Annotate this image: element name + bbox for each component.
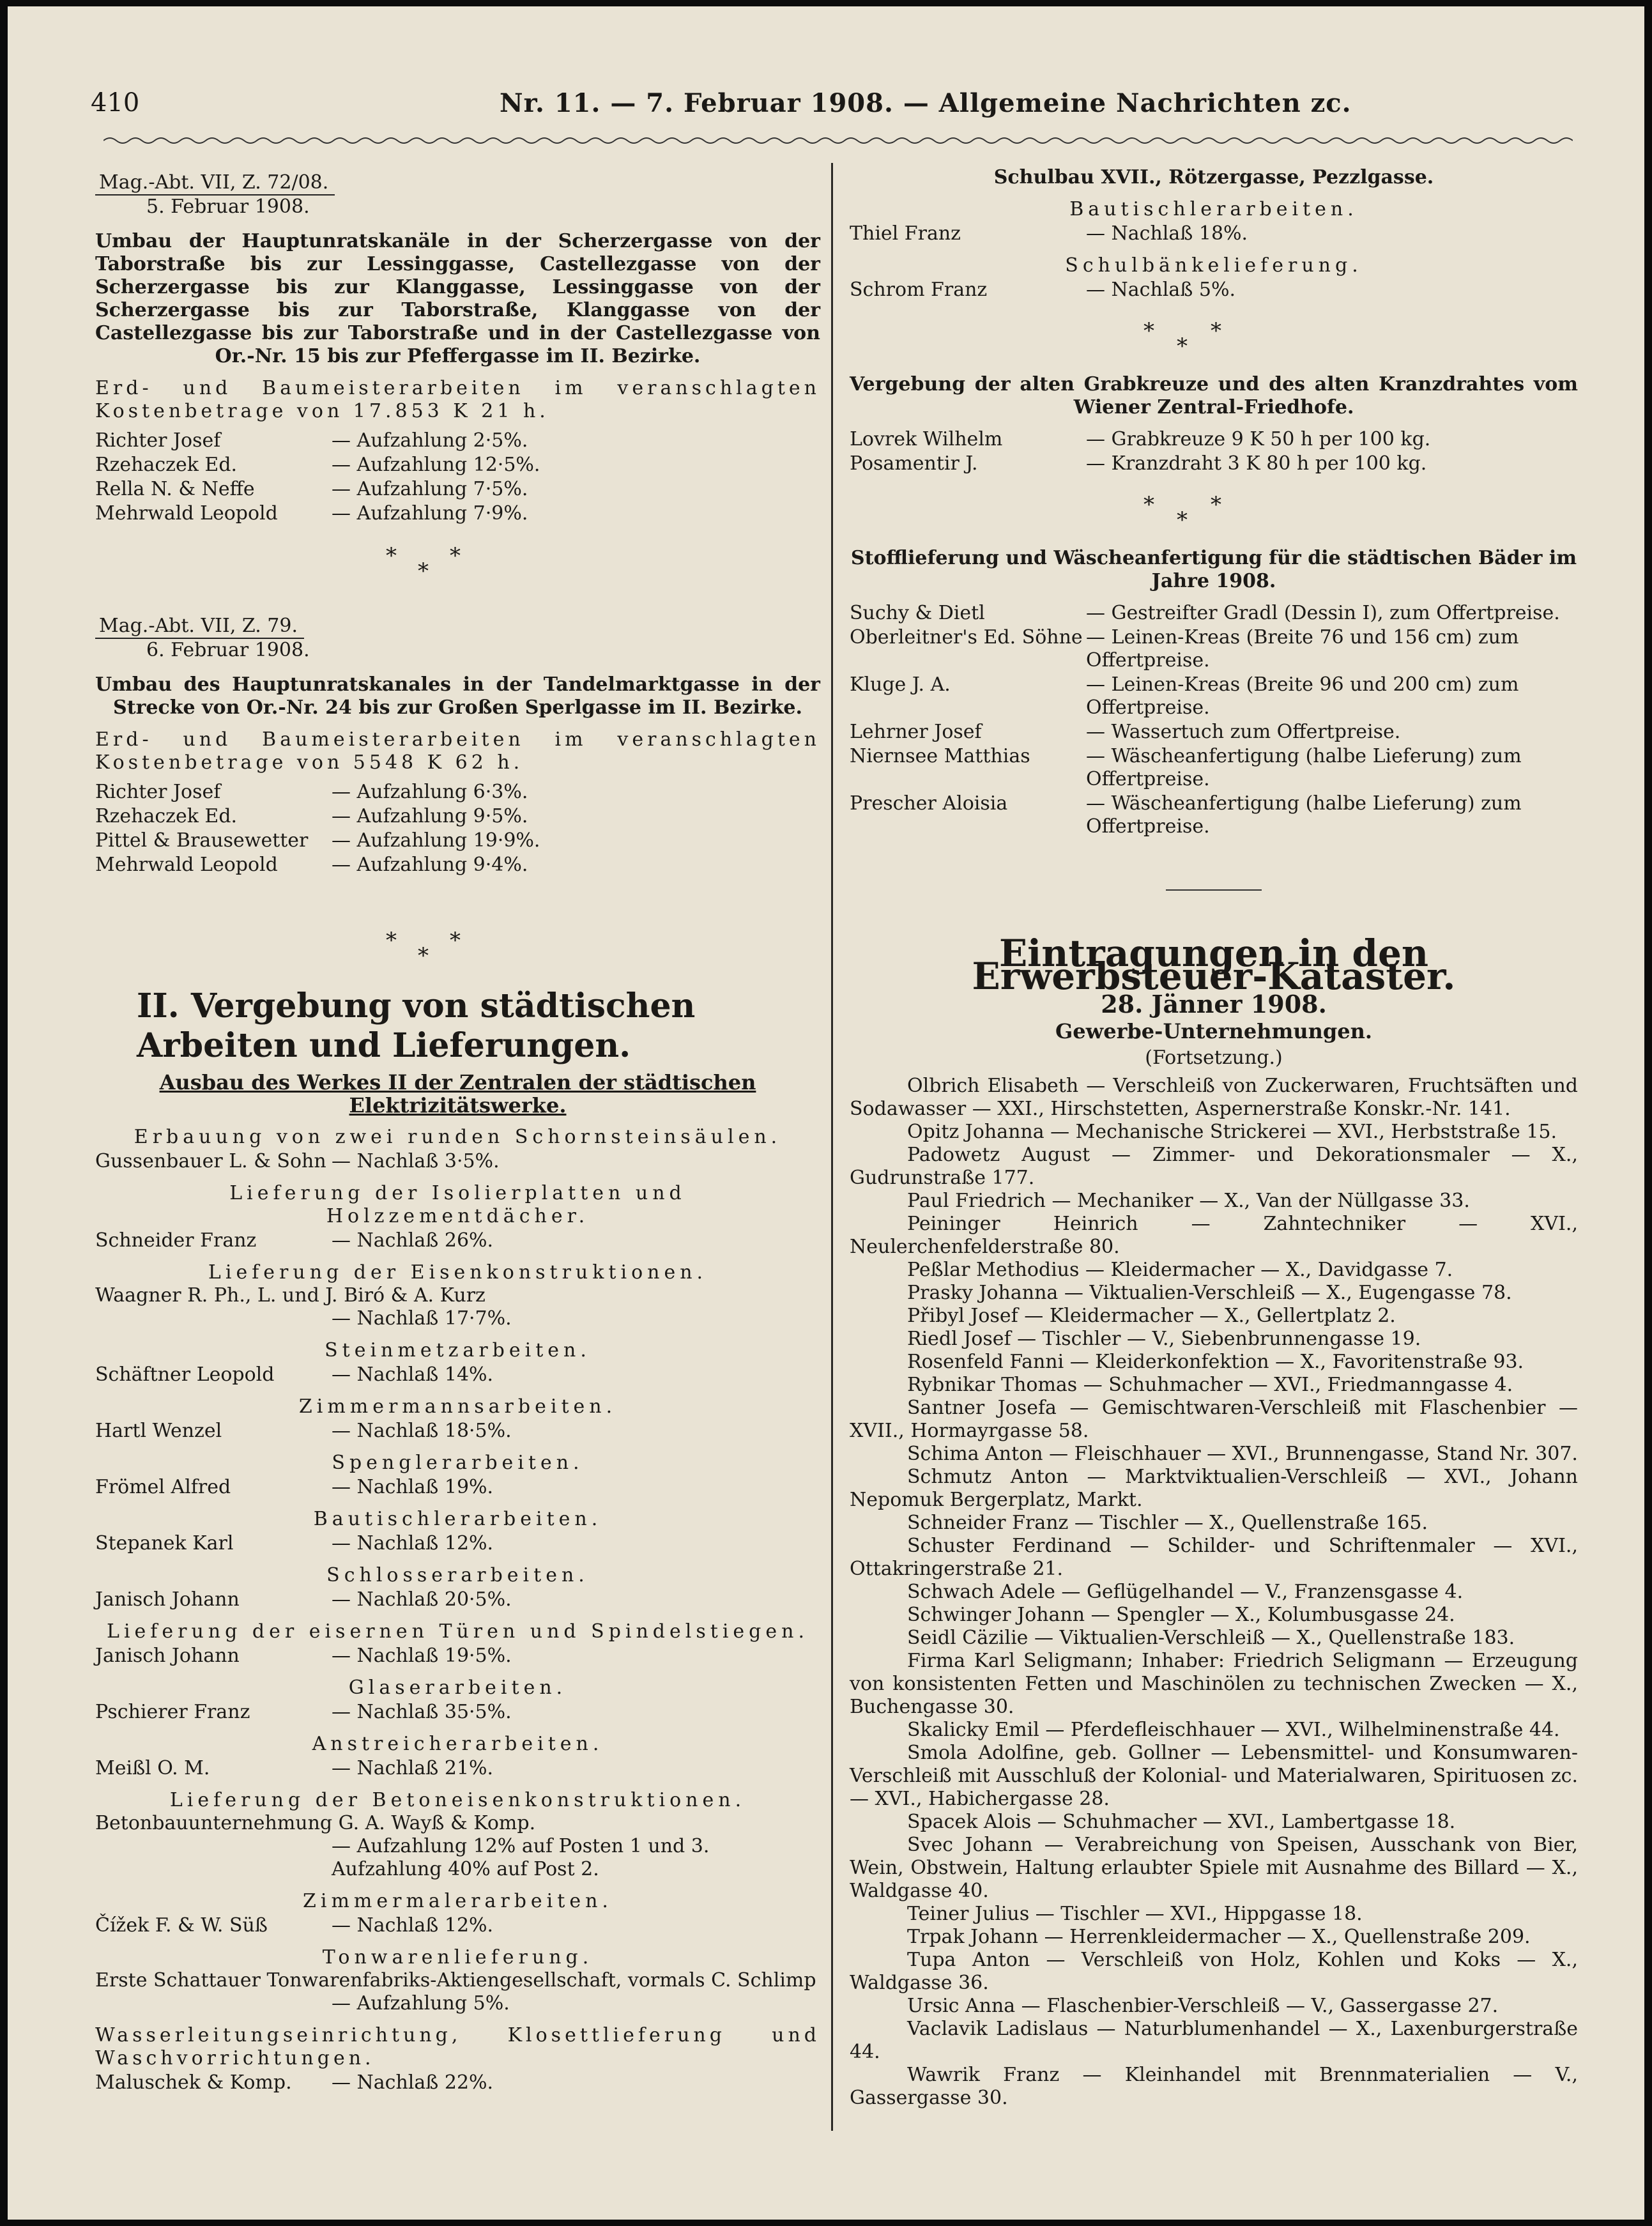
- page-number: 410: [91, 88, 140, 118]
- left-column: [95, 166, 820, 2096]
- work-label: Erbauung von zwei runden Schornsteinsäulen.: [134, 1126, 782, 1148]
- bid-row: Janisch Johann — Nachlaß 20·5%.: [95, 1588, 512, 1611]
- bid-row: Prescher Aloisia — Wäscheanfertigung (halbe Lieferung) zum Offertpreise.: [850, 792, 1522, 838]
- list-item: Teiner Julius — Tischler — XVI., Hippgasse 18.: [907, 1903, 1363, 1925]
- section-heading: II. Vergebung von städtischen Arbeiten und Lieferungen.: [137, 986, 696, 1065]
- bid-row: Čížek F. & W. Süß — Nachlaß 12%.: [95, 1914, 494, 1937]
- bid-row: Lovrek Wilhelm — Grabkreuze 9 K 50 h per 100 kg.: [850, 428, 1431, 450]
- work-label: Steinmetzarbeiten.: [325, 1339, 591, 1362]
- list-item: Riedl Josef — Tischler — V., Siebenbrunnengasse 19.: [907, 1328, 1421, 1350]
- block-title: Schulbau XVII., Rötzergasse, Pezzlgasse.: [993, 166, 1434, 188]
- bid-row: Waagner R. Ph., L. und J. Biró & A. Kurz — Nachlaß 17·7%.: [95, 1284, 512, 1330]
- bid-row: Schäftner Leopold — Nachlaß 14%.: [95, 1363, 494, 1386]
- work-label: Spenglerarbeiten.: [332, 1452, 584, 1474]
- grabkreuze-block: [850, 373, 1578, 475]
- work-label: Lieferung der Betoneisenkonstruktionen.: [169, 1789, 746, 1811]
- work-description: Erd- und Baumeisterarbeiten im veranschlagten Kostenbetrage von 17.853 K 21 h.: [95, 377, 820, 422]
- bid-row: Betonbauunternehmung G. A. Wayß & Komp. — Aufzahlung 12% auf Posten 1 und 3. Aufzahlung 40% auf Post 2.: [95, 1812, 710, 1880]
- work-description: Erd- und Baumeisterarbeiten im veranschlagten Kostenbetrage von 5548 K 62 h.: [95, 728, 820, 774]
- bid-row: Hartl Wenzel — Nachlaß 18·5%.: [95, 1420, 512, 1442]
- asterism: * * *: [386, 543, 461, 584]
- bid-row: Meißl O. M. — Nachlaß 21%.: [95, 1757, 494, 1779]
- baeder-block: [850, 547, 1578, 838]
- newspaper-page: [8, 6, 1644, 2220]
- list-item: Trpak Johann — Herrenkleidermacher — X., Quellenstraße 209.: [907, 1926, 1531, 1948]
- work-label: Zimmermannsarbeiten.: [298, 1395, 617, 1418]
- section-rule: [1166, 889, 1262, 891]
- reference-number: Mag.-Abt. VII, Z. 72/08.: [95, 171, 335, 196]
- bid-row: Rella N. & Neffe — Aufzahlung 7·5%.: [95, 478, 528, 500]
- work-label: Lieferung der eisernen Türen und Spindelstiegen.: [107, 1620, 809, 1643]
- list-item: Opitz Johanna — Mechanische Strickerei — XVI., Herbststraße 15.: [907, 1121, 1557, 1143]
- kataster-subheading: Gewerbe-Unternehmungen.: [1055, 1019, 1373, 1043]
- tender-title: Umbau der Hauptunratskanäle in der Scherzergasse von der Taborstraße bis zur Lessinggasse, Castellezgasse von der Scherzergasse bis zur Klanggasse, Lessinggasse von der Scherzergasse bis zur Taborstraße, Klanggasse von der Castellezgasse bis zur Taborstraße und in der Castellezgasse von Or.-Nr. 15 bis zur Pfeffergasse im II. Bezirke.: [95, 230, 820, 367]
- bid-row: Rzehaczek Ed. — Aufzahlung 12·5%.: [95, 454, 540, 476]
- list-item: Rosenfeld Fanni — Kleiderkonfektion — X., Favoritenstraße 93.: [907, 1351, 1524, 1373]
- list-item: Tupa Anton — Verschleiß von Holz, Kohlen und Koks — X., Waldgasse 36.: [850, 1949, 1578, 1994]
- running-title: Nr. 11. — 7. Februar 1908. — Allgemeine Nachrichten zc.: [500, 88, 1352, 118]
- bid-row: Mehrwald Leopold — Aufzahlung 9·4%.: [95, 854, 528, 876]
- kataster-block: [850, 932, 1578, 2110]
- work-label: Tonwarenlieferung.: [322, 1946, 593, 1969]
- work-label: Glaserarbeiten.: [348, 1677, 567, 1699]
- bid-row: Thiel Franz — Nachlaß 18%.: [850, 222, 1248, 245]
- schulbau-block: [850, 166, 1578, 302]
- bid-row: Mehrwald Leopold — Aufzahlung 7·9%.: [95, 502, 528, 525]
- block-title: Stofflieferung und Wäscheanfertigung für die städtischen Bäder im Jahre 1908.: [850, 547, 1577, 592]
- bid-row: Kluge J. A. — Leinen-Kreas (Breite 96 und 200 cm) zum Offertpreise.: [850, 673, 1519, 719]
- bid-row: Lehrner Josef — Wassertuch zum Offertpreise.: [850, 721, 1401, 743]
- list-item: Peininger Heinrich — Zahntechniker — XVI., Neulerchenfelderstraße 80.: [850, 1213, 1578, 1258]
- asterism: * * *: [386, 928, 461, 969]
- list-item: Schwinger Johann — Spengler — X., Kolumbusgasse 24.: [907, 1604, 1455, 1626]
- list-item: Wawrik Franz — Kleinhandel mit Brennmaterialien — V., Gassergasse 30.: [850, 2064, 1578, 2109]
- block-title: Vergebung der alten Grabkreuze und des alten Kranzdrahtes vom Wiener Zentral-Friedhofe.: [850, 373, 1578, 418]
- list-item: Olbrich Elisabeth — Verschleiß von Zuckerwaren, Fruchtsäften und Sodawasser — XXI., Hirschstetten, Aspernerstraße Konskr.-Nr. 141.: [850, 1075, 1578, 1120]
- bid-row: Richter Josef — Aufzahlung 2·5%.: [95, 429, 528, 452]
- work-label: Schulbänkelieferung.: [1065, 254, 1363, 277]
- list-item: Firma Karl Seligmann; Inhaber: Friedrich Seligmann — Erzeugung von konsistenten Fetten und Maschinölen zu technischen Zwecken — X., Buchengasse 30.: [850, 1650, 1578, 1718]
- work-label: Wasserleitungseinrichtung, Klosettlieferung und Waschvorrichtungen.: [95, 2024, 820, 2069]
- tender-title: Umbau des Hauptunratskanales in der Tandelmarktgasse in der Strecke von Or.-Nr. 24 bis zur Großen Sperlgasse im II. Bezirke.: [95, 673, 820, 719]
- list-item: Skalicky Emil — Pferdefleischhauer — XVI., Wilhelminenstraße 44.: [907, 1719, 1560, 1741]
- asterism: * * *: [1143, 318, 1221, 359]
- list-item: Svec Johann — Verabreichung von Speisen, Ausschank von Bier, Wein, Obstwein, Haltung erlaubter Spiele mit Ausnahme des Billard — X., Waldgasse 40.: [850, 1834, 1578, 1902]
- bid-row: Richter Josef — Aufzahlung 6·3%.: [95, 781, 528, 803]
- asterism: * * *: [1143, 492, 1221, 533]
- list-item: Ursic Anna — Flaschenbier-Verschleiß — V., Gassergasse 27.: [907, 1995, 1499, 2017]
- date-line: 5. Februar 1908.: [146, 196, 310, 218]
- bid-row: Frömel Alfred — Nachlaß 19%.: [95, 1476, 494, 1498]
- work-label: Anstreicherarbeiten.: [312, 1733, 604, 1755]
- list-item: Přibyl Josef — Kleidermacher — X., Gellertplatz 2.: [907, 1305, 1396, 1327]
- work-label: Lieferung der Eisenkonstruktionen.: [208, 1261, 708, 1284]
- bid-row: Niernsee Matthias — Wäscheanfertigung (halbe Lieferung) zum Offertpreise.: [850, 745, 1522, 790]
- bid-row: Janisch Johann — Nachlaß 19·5%.: [95, 1645, 512, 1667]
- header-wavy-rule: [103, 135, 1573, 146]
- work-label: Bautischlerarbeiten.: [1069, 198, 1358, 220]
- list-item: Smola Adolfine, geb. Gollner — Lebensmittel- und Konsumwaren-Verschleiß mit Ausschluß der Kolonial- und Materialwaren, Spirituosen zc. — XVI., Habichergasse 28.: [850, 1742, 1578, 1810]
- bid-row: Maluschek & Komp. — Nachlaß 22%.: [95, 2071, 494, 2094]
- list-item: Peßlar Methodius — Kleidermacher — X., Davidgasse 7.: [907, 1259, 1453, 1281]
- list-item: Vaclavik Ladislaus — Naturblumenhandel — X., Laxenburgerstraße 44.: [850, 2018, 1578, 2063]
- bid-row: Suchy & Dietl — Gestreifter Gradl (Dessin I), zum Offertpreise.: [850, 602, 1560, 624]
- work-label: Zimmermalerarbeiten.: [303, 1890, 613, 1912]
- tender-block-79: [95, 610, 820, 877]
- list-item: Spacek Alois — Schuhmacher — XVI., Lambertgasse 18.: [907, 1811, 1456, 1833]
- list-item: Rybnikar Thomas — Schuhmacher — XVI., Friedmanngasse 4.: [907, 1374, 1513, 1396]
- bid-row: Stepanek Karl — Nachlaß 12%.: [95, 1532, 494, 1554]
- bid-row: Oberleitner's Ed. Söhne — Leinen-Kreas (Breite 76 und 156 cm) zum Offertpreise.: [850, 626, 1519, 672]
- list-item: Schwach Adele — Geflügelhandel — V., Franzensgasse 4.: [907, 1581, 1464, 1603]
- bid-row: Gussenbauer L. & Sohn — Nachlaß 3·5%.: [95, 1150, 500, 1172]
- page-header: [91, 88, 1573, 133]
- section-ii: [95, 986, 820, 2094]
- continuation-note: (Fortsetzung.): [1145, 1047, 1283, 1069]
- column-divider: [831, 163, 833, 2131]
- work-label: Bautischlerarbeiten.: [313, 1508, 602, 1530]
- bid-row: Schrom Franz — Nachlaß 5%.: [850, 279, 1235, 301]
- bid-row: Pschierer Franz — Nachlaß 35·5%.: [95, 1701, 512, 1723]
- list-item: Santner Josefa — Gemischtwaren-Verschleiß mit Flaschenbier — XVII., Hormayrgasse 58.: [850, 1397, 1578, 1442]
- tender-block-72: [95, 166, 820, 525]
- list-item: Paul Friedrich — Mechaniker — X., Van der Nüllgasse 33.: [907, 1190, 1470, 1212]
- kataster-date: 28. Jänner 1908.: [1101, 990, 1327, 1018]
- bid-row: Schneider Franz — Nachlaß 26%.: [95, 1229, 494, 1252]
- kataster-heading: Eintragungen in den Erwerbsteuer-Kataster.: [972, 932, 1456, 998]
- bid-row: Posamentir J. — Kranzdraht 3 K 80 h per 100 kg.: [850, 452, 1427, 475]
- bid-row: Erste Schattauer Tonwarenfabriks-Aktiengesellschaft, vormals C. Schlimp — Aufzahlung 5%.: [95, 1969, 816, 2015]
- right-column: [850, 166, 1578, 2110]
- list-item: Schneider Franz — Tischler — X., Quellenstraße 165.: [907, 1512, 1428, 1534]
- section-subtitle: Ausbau des Werkes II der Zentralen der städtischen Elektrizitätswerke.: [159, 1070, 756, 1117]
- list-item: Prasky Johanna — Viktualien-Verschleiß — X., Eugengasse 78.: [907, 1282, 1512, 1304]
- kataster-entries: [850, 1075, 1578, 2110]
- work-label: Lieferung der Isolierplatten und Holzzementdächer.: [229, 1182, 686, 1227]
- list-item: Schima Anton — Fleischhauer — XVI., Brunnengasse, Stand Nr. 307.: [907, 1443, 1578, 1465]
- work-label: Schlosserarbeiten.: [326, 1564, 589, 1586]
- list-item: Schmutz Anton — Marktviktualien-Verschleiß — XVI., Johann Nepomuk Bergerplatz, Markt.: [850, 1466, 1578, 1511]
- date-line: 6. Februar 1908.: [146, 639, 310, 661]
- list-item: Seidl Cäzilie — Viktualien-Verschleiß — X., Quellenstraße 183.: [907, 1627, 1515, 1649]
- reference-number: Mag.-Abt. VII, Z. 79.: [95, 615, 304, 639]
- list-item: Padowetz August — Zimmer- und Dekorationsmaler — X., Gudrunstraße 177.: [850, 1144, 1578, 1189]
- bid-row: Pittel & Brausewetter — Aufzahlung 19·9%.: [95, 829, 540, 852]
- list-item: Schuster Ferdinand — Schilder- und Schriftenmaler — XVI., Ottakringerstraße 21.: [850, 1535, 1578, 1580]
- bid-row: Rzehaczek Ed. — Aufzahlung 9·5%.: [95, 805, 528, 827]
